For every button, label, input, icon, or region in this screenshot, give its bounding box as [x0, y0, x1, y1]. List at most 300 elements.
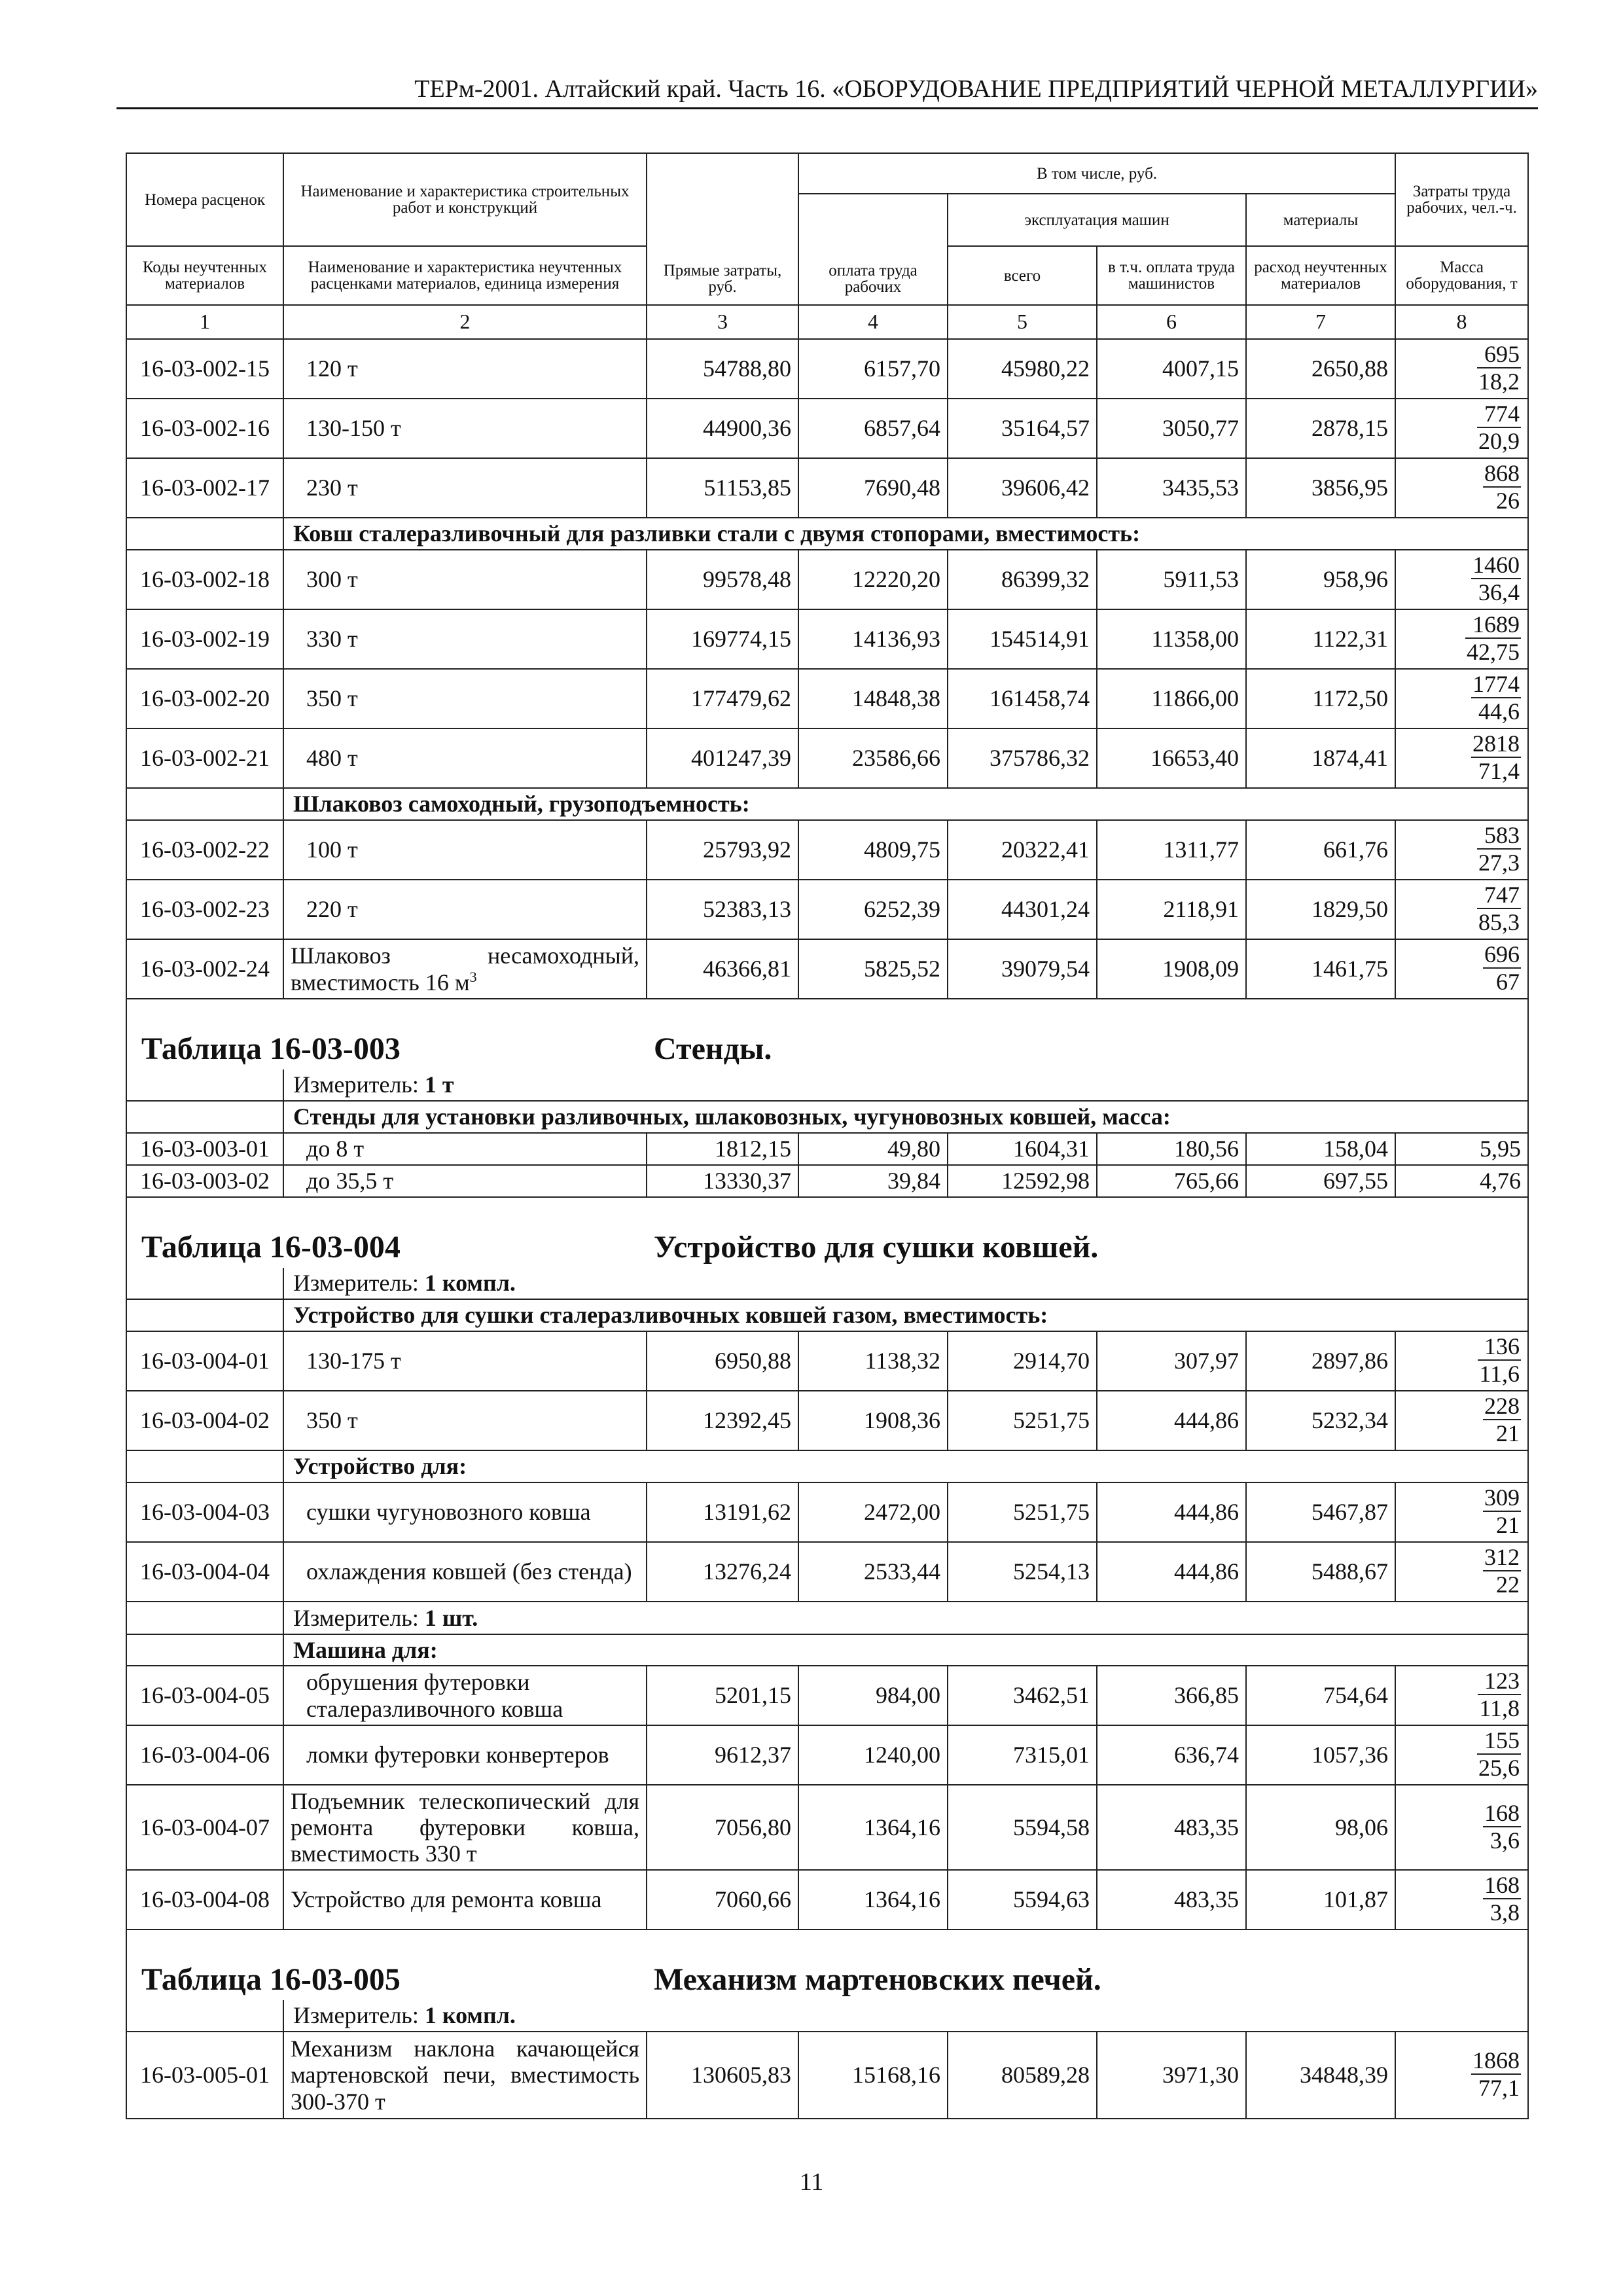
machinist-pay: 4007,15 [1097, 339, 1246, 399]
machinist-pay: 366,85 [1097, 1666, 1246, 1725]
rate-code: 16-03-002-18 [126, 550, 283, 609]
labor-pay: 14848,38 [798, 669, 948, 728]
empty-cell [126, 788, 283, 820]
direct-cost: 51153,85 [647, 458, 798, 518]
page-number: 11 [799, 2168, 824, 2196]
machinist-pay: 16653,40 [1097, 728, 1246, 788]
empty-cell [126, 1101, 283, 1133]
fraction [1477, 342, 1521, 393]
table-row [126, 669, 1528, 728]
table-row [126, 550, 1528, 609]
labor-pay: 6857,64 [798, 399, 948, 458]
equipment-mass: 77,1 [1478, 2075, 1520, 2102]
rate-code: 16-03-002-23 [126, 880, 283, 939]
machine-cost: 5594,63 [948, 1870, 1097, 1929]
equipment-mass: 26 [1496, 488, 1520, 514]
direct-cost: 44900,36 [647, 399, 798, 458]
machine-cost: 39079,54 [948, 939, 1097, 999]
fraction [1483, 461, 1521, 512]
section-row [126, 1634, 1528, 1666]
rate-name: 130-175 т [283, 1331, 647, 1391]
labor-mass-fraction [1395, 669, 1528, 728]
direct-cost: 5201,15 [647, 1666, 798, 1725]
machine-cost: 45980,22 [948, 339, 1097, 399]
materials-cost: 1874,41 [1246, 728, 1395, 788]
table-name: Устройство для сушки ковшей. [654, 1230, 1099, 1265]
fraction [1477, 883, 1521, 934]
rate-code: 16-03-003-01 [126, 1133, 283, 1165]
table-row [126, 1666, 1528, 1725]
col-number: 6 [1097, 305, 1246, 339]
labor-pay: 1908,36 [798, 1391, 948, 1450]
labor-mass-fraction [1395, 939, 1528, 999]
equipment-mass: 11,8 [1479, 1695, 1520, 1722]
rate-name [283, 939, 647, 999]
rate-name: обрушения футеровки сталеразливочного ковша [283, 1666, 647, 1725]
direct-cost: 99578,48 [647, 550, 798, 609]
labor-mass-fraction [1395, 2032, 1528, 2119]
labor-mass-fraction [1395, 1725, 1528, 1785]
fraction [1477, 823, 1521, 874]
table-row [126, 1133, 1528, 1165]
empty-cell [126, 1634, 283, 1666]
empty-cell [126, 1268, 283, 1299]
col-code-header: Номера расценок [126, 153, 283, 246]
empty-cell [126, 518, 283, 550]
table-row [126, 1331, 1528, 1391]
equipment-mass: 25,6 [1478, 1755, 1520, 1782]
column-numbers-row [126, 305, 1528, 339]
labor-mass-fraction [1395, 339, 1528, 399]
machine-cost: 5254,13 [948, 1542, 1097, 1602]
machinist-pay: 3050,77 [1097, 399, 1246, 458]
materials-cost: 1057,36 [1246, 1725, 1395, 1785]
col-number: 8 [1395, 305, 1528, 339]
table-title [134, 1960, 1521, 2000]
machinist-pay: 3971,30 [1097, 2032, 1246, 2119]
rate-code: 16-03-004-08 [126, 1870, 283, 1929]
rate-name: 100 т [283, 820, 647, 880]
col-number: 1 [126, 305, 283, 339]
table-row [126, 2032, 1528, 2119]
labor-pay: 15168,16 [798, 2032, 948, 2119]
direct-cost: 46366,81 [647, 939, 798, 999]
rate-code: 16-03-002-22 [126, 820, 283, 880]
measure-value: 1 т [424, 1071, 454, 1098]
equipment-mass: 67 [1496, 969, 1520, 996]
fraction [1471, 672, 1521, 723]
table-number: Таблица 16-03-003 [141, 1031, 401, 1067]
rate-name: 120 т [283, 339, 647, 399]
equipment-mass: 85,3 [1478, 909, 1520, 936]
table-row [126, 1870, 1528, 1929]
rate-name-text: Шлаковоз несамоходный, вместимость 16 м [291, 942, 639, 996]
materials-cost: 34848,39 [1246, 2032, 1395, 2119]
machinist-pay: 2118,91 [1097, 880, 1246, 939]
section-row [126, 1101, 1528, 1133]
machinist-pay: 11866,00 [1097, 669, 1246, 728]
section-row [126, 788, 1528, 820]
page-header-text: ТЕРм-2001. Алтайский край. Часть 16. «ОБОРУДОВАНИЕ ПРЕДПРИЯТИЙ ЧЕРНОЙ МЕТАЛЛУРГИИ» [414, 75, 1538, 103]
machine-cost: 161458,74 [948, 669, 1097, 728]
equipment-mass: 11,6 [1479, 1361, 1520, 1388]
rate-code: 16-03-004-03 [126, 1482, 283, 1542]
direct-cost: 54788,80 [647, 339, 798, 399]
labor-mass-fraction [1395, 1542, 1528, 1602]
fraction [1483, 1801, 1521, 1852]
section-caption: Устройство для сушки сталеразливочных ковшей газом, вместимость: [283, 1299, 1528, 1331]
equipment-mass: 18,2 [1478, 368, 1520, 395]
rate-code: 16-03-003-02 [126, 1165, 283, 1197]
col-direct-header: Прямые затраты, руб. [647, 153, 798, 305]
materials-cost: 1461,75 [1246, 939, 1395, 999]
direct-cost: 7060,66 [647, 1870, 798, 1929]
rate-name: 350 т [283, 1391, 647, 1450]
labor-pay: 6252,39 [798, 880, 948, 939]
direct-cost: 52383,13 [647, 880, 798, 939]
equipment-mass: 71,4 [1478, 758, 1520, 785]
table-row [126, 1482, 1528, 1542]
labor-mass-fraction [1395, 1785, 1528, 1870]
labor-pay: 2472,00 [798, 1482, 948, 1542]
labor-hours: 747 [1477, 883, 1521, 909]
materials-cost: 98,06 [1246, 1785, 1395, 1870]
machine-cost: 5251,75 [948, 1482, 1097, 1542]
labor-mass-fraction [1395, 1331, 1528, 1391]
labor-mass-fraction [1395, 399, 1528, 458]
labor-pay: 49,80 [798, 1133, 948, 1165]
labor-hours: 4,76 [1395, 1165, 1528, 1197]
labor-pay: 2533,44 [798, 1542, 948, 1602]
direct-cost: 13191,62 [647, 1482, 798, 1542]
materials-cost: 5488,67 [1246, 1542, 1395, 1602]
rate-code: 16-03-004-07 [126, 1785, 283, 1870]
labor-hours: 168 [1484, 1872, 1520, 1899]
materials-cost: 754,64 [1246, 1666, 1395, 1725]
col-number: 7 [1246, 305, 1395, 339]
labor-mass-fraction [1395, 1391, 1528, 1450]
table-row [126, 609, 1528, 669]
machine-cost: 5594,58 [948, 1785, 1097, 1870]
col-machinists-header: в т.ч. оплата труда машинистов [1097, 246, 1246, 305]
labor-hours: 309 [1484, 1484, 1520, 1511]
table-row [126, 1725, 1528, 1785]
fraction [1477, 402, 1521, 453]
section-caption: Стенды для установки разливочных, шлаковозных, чугуновозных ковшей, масса: [283, 1101, 1528, 1133]
rate-code: 16-03-002-19 [126, 609, 283, 669]
table-row [126, 458, 1528, 518]
fraction [1483, 1545, 1521, 1596]
measure-row [126, 1602, 1528, 1634]
rate-code: 16-03-005-01 [126, 2032, 283, 2119]
machine-cost: 44301,24 [948, 880, 1097, 939]
labor-pay: 1240,00 [798, 1725, 948, 1785]
materials-cost: 958,96 [1246, 550, 1395, 609]
equipment-mass: 22 [1496, 1571, 1520, 1598]
rate-code: 16-03-004-05 [126, 1666, 283, 1725]
materials-cost: 3856,95 [1246, 458, 1395, 518]
machinist-pay: 307,97 [1097, 1331, 1246, 1391]
labor-hours: 1868 [1472, 2047, 1520, 2074]
machine-cost: 20322,41 [948, 820, 1097, 880]
table-number: Таблица 16-03-004 [141, 1230, 401, 1265]
fraction [1483, 1873, 1521, 1924]
machinist-pay: 1908,09 [1097, 939, 1246, 999]
machine-cost: 86399,32 [948, 550, 1097, 609]
labor-pay: 39,84 [798, 1165, 948, 1197]
materials-cost: 1122,31 [1246, 609, 1395, 669]
labor-pay: 7690,48 [798, 458, 948, 518]
direct-cost: 25793,92 [647, 820, 798, 880]
rate-code: 16-03-002-15 [126, 339, 283, 399]
machinist-pay: 444,86 [1097, 1542, 1246, 1602]
rate-name: Устройство для ремонта ковша [283, 1870, 647, 1929]
rate-code: 16-03-002-21 [126, 728, 283, 788]
rate-name: до 8 т [283, 1133, 647, 1165]
table-title-cell [126, 999, 1528, 1069]
rate-code: 16-03-002-24 [126, 939, 283, 999]
empty-cell [126, 2000, 283, 2032]
labor-pay: 984,00 [798, 1666, 948, 1725]
direct-cost: 6950,88 [647, 1331, 798, 1391]
labor-pay: 4809,75 [798, 820, 948, 880]
measure-label: Измеритель: [293, 1270, 419, 1297]
equipment-mass: 36,4 [1478, 579, 1520, 606]
unit-superscript: 3 [469, 968, 477, 985]
table-row [126, 339, 1528, 399]
table-row [126, 1542, 1528, 1602]
materials-cost: 101,87 [1246, 1870, 1395, 1929]
labor-hours: 228 [1484, 1393, 1520, 1420]
labor-hours: 1460 [1472, 552, 1520, 579]
materials-cost: 2897,86 [1246, 1331, 1395, 1391]
rate-name: сушки чугуновозного ковша [283, 1482, 647, 1542]
rate-code: 16-03-004-04 [126, 1542, 283, 1602]
labor-hours: 168 [1484, 1799, 1520, 1826]
col-machtotal-header: всего [948, 246, 1097, 305]
fraction [1471, 2049, 1521, 2100]
header-row-1 [126, 153, 1528, 194]
measure-row [126, 1268, 1528, 1299]
section-caption: Шлаковоз самоходный, грузоподъемность: [283, 788, 1528, 820]
table-row [126, 399, 1528, 458]
table-row [126, 880, 1528, 939]
fraction [1465, 613, 1521, 664]
labor-pay: 1364,16 [798, 1785, 948, 1870]
labor-hours: 1689 [1465, 613, 1521, 639]
table-row [126, 939, 1528, 999]
labor-mass-fraction [1395, 609, 1528, 669]
equipment-mass: 20,9 [1478, 428, 1520, 455]
table-number: Таблица 16-03-005 [141, 1962, 401, 1998]
labor-hours: 695 [1477, 342, 1521, 368]
rates-table [126, 152, 1529, 2119]
table-row [126, 1165, 1528, 1197]
materials-cost: 2650,88 [1246, 339, 1395, 399]
rate-name: охлаждения ковшей (без стенда) [283, 1542, 647, 1602]
machinist-pay: 483,35 [1097, 1785, 1246, 1870]
page-header [116, 67, 1538, 109]
machinist-pay: 11358,00 [1097, 609, 1246, 669]
direct-cost: 7056,80 [647, 1785, 798, 1870]
col-materials-header: материалы [1246, 194, 1395, 246]
machinist-pay: 1311,77 [1097, 820, 1246, 880]
materials-cost: 1172,50 [1246, 669, 1395, 728]
rate-name: 130-150 т [283, 399, 647, 458]
equipment-mass: 21 [1496, 1512, 1520, 1539]
equipment-mass: 42,75 [1467, 639, 1520, 666]
col-matuse-header: расход неучтенных материалов [1246, 246, 1395, 305]
labor-mass-fraction [1395, 550, 1528, 609]
table-title-row [126, 999, 1528, 1069]
table-title [134, 1227, 1521, 1268]
fraction [1477, 1729, 1521, 1780]
labor-pay: 6157,70 [798, 339, 948, 399]
col-incl-header: В том числе, руб. [798, 153, 1395, 194]
col-number: 3 [647, 305, 798, 339]
rate-name: до 35,5 т [283, 1165, 647, 1197]
rate-code: 16-03-002-17 [126, 458, 283, 518]
table-row [126, 1391, 1528, 1450]
machinist-pay: 3435,53 [1097, 458, 1246, 518]
labor-mass-fraction [1395, 1482, 1528, 1542]
materials-cost: 5232,34 [1246, 1391, 1395, 1450]
table-row [126, 1785, 1528, 1870]
equipment-mass: 3,8 [1490, 1899, 1520, 1926]
labor-hours: 5,95 [1395, 1133, 1528, 1165]
table-row [126, 820, 1528, 880]
labor-hours: 696 [1484, 941, 1520, 968]
labor-mass-fraction [1395, 820, 1528, 880]
col-labor-header: Затраты труда рабочих, чел.-ч. [1395, 153, 1528, 246]
machine-cost: 1604,31 [948, 1133, 1097, 1165]
rate-name: ломки футеровки конвертеров [283, 1725, 647, 1785]
section-caption: Машина для: [283, 1634, 1528, 1666]
direct-cost: 13330,37 [647, 1165, 798, 1197]
machine-cost: 12592,98 [948, 1165, 1097, 1197]
col-machines-header: эксплуатация машин [948, 194, 1246, 246]
labor-pay: 23586,66 [798, 728, 948, 788]
rate-name: 480 т [283, 728, 647, 788]
labor-mass-fraction [1395, 1666, 1528, 1725]
measure-value: 1 компл. [424, 1270, 516, 1297]
rate-name: 220 т [283, 880, 647, 939]
labor-mass-fraction [1395, 728, 1528, 788]
table-title-cell [126, 1197, 1528, 1268]
table-title-row [126, 1197, 1528, 1268]
machine-cost: 80589,28 [948, 2032, 1097, 2119]
labor-hours: 2818 [1472, 730, 1520, 757]
fraction [1483, 1486, 1521, 1537]
machinist-pay: 444,86 [1097, 1391, 1246, 1450]
col-number: 4 [798, 305, 948, 339]
empty-cell [126, 1299, 283, 1331]
labor-hours: 155 [1477, 1729, 1521, 1755]
measure-label: Измеритель: [293, 1071, 419, 1098]
equipment-mass: 44,6 [1478, 698, 1520, 725]
measure-caption [283, 2000, 1528, 2032]
labor-hours: 136 [1478, 1335, 1521, 1361]
direct-cost: 130605,83 [647, 2032, 798, 2119]
materials-cost: 2878,15 [1246, 399, 1395, 458]
rate-code: 16-03-002-20 [126, 669, 283, 728]
fraction [1471, 732, 1521, 783]
rate-name: 230 т [283, 458, 647, 518]
direct-cost: 9612,37 [647, 1725, 798, 1785]
labor-hours: 1774 [1472, 671, 1520, 698]
section-row [126, 518, 1528, 550]
col-number: 5 [948, 305, 1097, 339]
col-number: 2 [283, 305, 647, 339]
table-row [126, 728, 1528, 788]
rate-code: 16-03-004-06 [126, 1725, 283, 1785]
labor-hours: 123 [1478, 1669, 1521, 1695]
measure-value: 1 шт. [424, 1604, 478, 1631]
labor-mass-fraction [1395, 880, 1528, 939]
labor-pay: 5825,52 [798, 939, 948, 999]
machinist-pay: 444,86 [1097, 1482, 1246, 1542]
direct-cost: 1812,15 [647, 1133, 798, 1165]
labor-hours: 583 [1477, 823, 1521, 850]
equipment-mass: 3,6 [1490, 1827, 1520, 1854]
materials-cost: 5467,87 [1246, 1482, 1395, 1542]
labor-hours: 868 [1484, 460, 1520, 487]
measure-value: 1 компл. [424, 2002, 516, 2029]
measure-row [126, 2000, 1528, 2032]
rate-code: 16-03-004-02 [126, 1391, 283, 1450]
table-name: Механизм мартеновских печей. [654, 1962, 1101, 1998]
measure-label: Измеритель: [293, 2002, 419, 2029]
machinist-pay: 765,66 [1097, 1165, 1246, 1197]
equipment-mass: 27,3 [1478, 850, 1520, 876]
direct-cost: 169774,15 [647, 609, 798, 669]
empty-cell [126, 1450, 283, 1482]
machinist-pay: 180,56 [1097, 1133, 1246, 1165]
labor-mass-fraction [1395, 1870, 1528, 1929]
labor-pay: 1364,16 [798, 1870, 948, 1929]
direct-cost: 177479,62 [647, 669, 798, 728]
table-title [134, 1029, 1521, 1069]
machine-cost: 7315,01 [948, 1725, 1097, 1785]
col-mass-header: Масса оборудования, т [1395, 246, 1528, 305]
machinist-pay: 5911,53 [1097, 550, 1246, 609]
col-laborpay-header: оплата труда рабочих [798, 194, 948, 305]
section-row [126, 1450, 1528, 1482]
machinist-pay: 483,35 [1097, 1870, 1246, 1929]
machine-cost: 39606,42 [948, 458, 1097, 518]
machine-cost: 35164,57 [948, 399, 1097, 458]
materials-cost: 158,04 [1246, 1133, 1395, 1165]
empty-cell [126, 1069, 283, 1101]
rate-name: 350 т [283, 669, 647, 728]
measure-caption [283, 1268, 1528, 1299]
fraction [1478, 1335, 1521, 1386]
labor-pay: 1138,32 [798, 1331, 948, 1391]
measure-caption [283, 1069, 1528, 1101]
fraction [1483, 1394, 1521, 1445]
direct-cost: 13276,24 [647, 1542, 798, 1602]
labor-mass-fraction [1395, 458, 1528, 518]
labor-pay: 14136,93 [798, 609, 948, 669]
machine-cost: 5251,75 [948, 1391, 1097, 1450]
col-name-header: Наименование и характеристика строительных работ и конструкций [283, 153, 647, 246]
direct-cost: 401247,39 [647, 728, 798, 788]
fraction [1478, 1669, 1521, 1720]
measure-row [126, 1069, 1528, 1101]
machine-cost: 375786,32 [948, 728, 1097, 788]
rate-name: 330 т [283, 609, 647, 669]
equipment-mass: 21 [1496, 1420, 1520, 1447]
